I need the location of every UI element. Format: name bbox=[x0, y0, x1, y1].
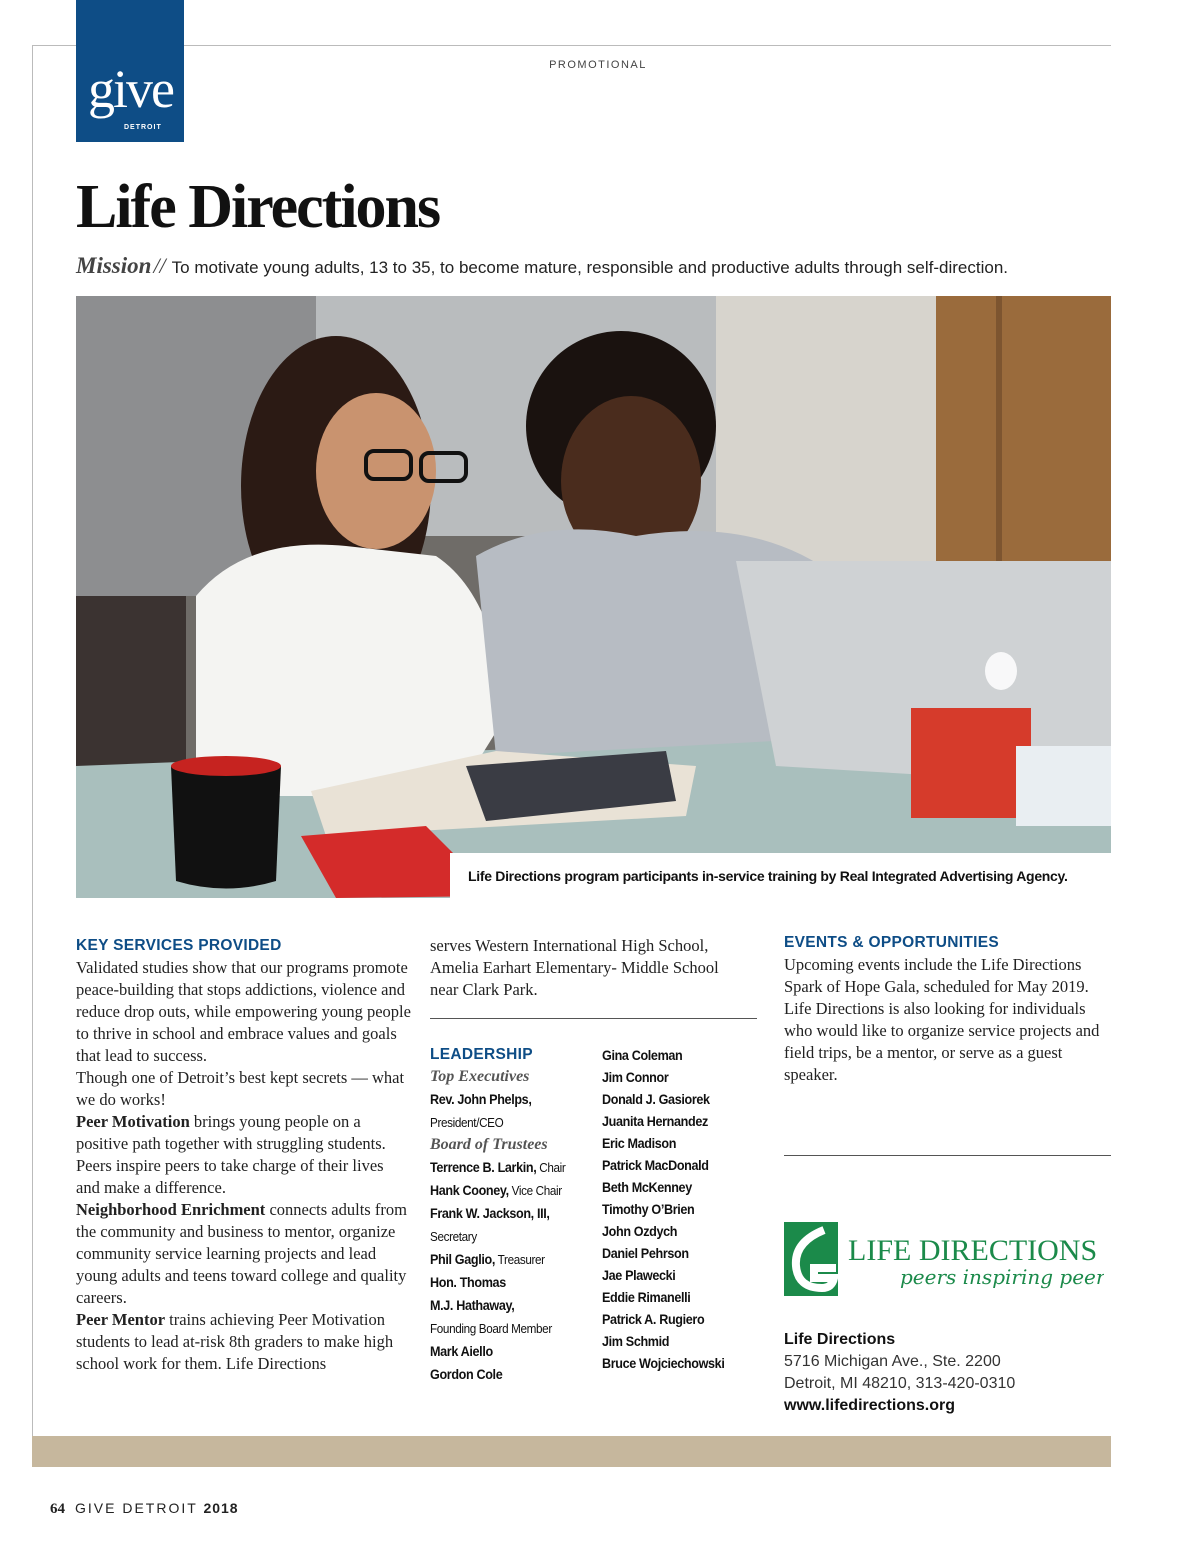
page-title: Life Directions bbox=[76, 173, 440, 241]
leadership-column bbox=[430, 1044, 600, 1386]
trustee-entry: Patrick MacDonald bbox=[602, 1157, 709, 1173]
executive-entry: Rev. John Phelps, bbox=[430, 1091, 532, 1107]
trustee-entry: Daniel Pehrson bbox=[602, 1245, 689, 1261]
trustee-entry: Jae Plawecki bbox=[602, 1267, 676, 1283]
key-services-continued bbox=[430, 935, 750, 1001]
contact-address2: Detroit, MI 48210, 313-420-0310 bbox=[784, 1375, 1016, 1392]
photo-caption: Life Directions program participants in-service training by Real Integrated Advertising Agency. bbox=[468, 868, 1068, 884]
contact-name: Life Directions bbox=[784, 1331, 896, 1348]
trustee-entry: John Ozdych bbox=[602, 1223, 678, 1239]
events-text: Upcoming events include the Life Directions Spark of Hope Gala, scheduled for May 2019. Life Directions is also looking for individuals who would like to organize service projects and field trips, be a mentor, or serve as a guest speaker. bbox=[784, 955, 1100, 1084]
trustee-entry: M.J. Hathaway, bbox=[430, 1297, 515, 1313]
contact-block bbox=[784, 1329, 1015, 1417]
trustee-entry: Terrence B. Larkin, Chair bbox=[430, 1159, 566, 1175]
trustee-entry: Patrick A. Rugiero bbox=[602, 1311, 705, 1327]
trustee-entry: Phil Gaglio, Treasurer bbox=[430, 1251, 545, 1267]
key-services-p3: Peer Motivation brings young people on a positive path together with struggling students. bbox=[76, 1112, 386, 1153]
footer-band bbox=[32, 1436, 1111, 1467]
trustee-entry: Gordon Cole bbox=[430, 1366, 503, 1382]
frame-top-rule bbox=[32, 45, 1111, 46]
trustee-entry: Hon. Thomas bbox=[430, 1274, 506, 1290]
give-logo-word: give bbox=[88, 59, 173, 119]
trustee-entry: Jim Schmid bbox=[602, 1333, 670, 1349]
trustee-entry: Gina Coleman bbox=[602, 1047, 683, 1063]
column-divider bbox=[430, 1018, 757, 1019]
trustee-entry: Eric Madison bbox=[602, 1135, 677, 1151]
trustee-entry: Secretary bbox=[430, 1229, 477, 1244]
leadership-heading: LEADERSHIP bbox=[430, 1046, 533, 1063]
contact-address1: 5716 Michigan Ave., Ste. 2200 bbox=[784, 1353, 1001, 1370]
trustee-entry: Bruce Wojciechowski bbox=[602, 1355, 725, 1371]
leadership-column-2 bbox=[602, 1044, 772, 1374]
page-footer bbox=[50, 1500, 239, 1518]
executive-entry: President/CEO bbox=[430, 1115, 504, 1130]
key-services-column bbox=[76, 935, 411, 1375]
photo-illustration bbox=[76, 296, 1111, 898]
logo-tagline: peers inspiring peers bbox=[900, 1265, 1104, 1289]
key-services-p2: Though one of Detroit’s best kept secrets — what we do works! bbox=[76, 1068, 405, 1109]
trustee-entry: Eddie Rimanelli bbox=[602, 1289, 691, 1305]
frame-left-rule bbox=[32, 45, 33, 1467]
mission-label: Mission bbox=[76, 253, 152, 278]
page-number: 64 bbox=[50, 1501, 65, 1517]
key-services-p1: Validated studies show that our programs promote peace-building that stops addictions, violence and reduce drop outs, while empowering young people to thrive in school and embrace values and goals that lead to success. bbox=[76, 958, 411, 1065]
trustee-entry: Juanita Hernandez bbox=[602, 1113, 708, 1129]
program-photo bbox=[76, 296, 1111, 898]
trustee-entry: Founding Board Member bbox=[430, 1321, 552, 1336]
key-services-p4: Peers inspire peers to take charge of their lives and make a difference. bbox=[76, 1156, 384, 1197]
trustee-entry: Jim Connor bbox=[602, 1069, 669, 1085]
trustee-entry: Timothy O’Brien bbox=[602, 1201, 695, 1217]
board-of-trustees-label: Board of Trustees bbox=[430, 1136, 548, 1153]
publication-name: GIVE DETROIT bbox=[75, 1500, 198, 1516]
trustee-entry: Donald J. Gasiorek bbox=[602, 1091, 710, 1107]
events-divider bbox=[784, 1155, 1111, 1156]
trustee-entry: Mark Aiello bbox=[430, 1343, 493, 1359]
life-directions-mark-icon bbox=[784, 1222, 1104, 1302]
trustee-entry: Frank W. Jackson, III, bbox=[430, 1205, 550, 1221]
logo-name: LIFE DIRECTIONS bbox=[848, 1234, 1098, 1267]
mission-statement bbox=[76, 253, 1008, 279]
give-logo-sub: DETROIT bbox=[124, 124, 162, 131]
life-directions-logo bbox=[784, 1222, 1104, 1302]
events-heading: EVENTS & OPPORTUNITIES bbox=[784, 934, 1000, 951]
contact-website-link[interactable]: www.lifedirections.org bbox=[784, 1397, 955, 1414]
trustee-entry: Beth McKenney bbox=[602, 1179, 692, 1195]
key-services-p6: Peer Mentor trains achieving Peer Motivation students to lead at-risk 8th graders to make high school work for them. Life Directions bbox=[76, 1310, 394, 1373]
promotional-tag: PROMOTIONAL bbox=[549, 59, 647, 71]
trustee-entry: Hank Cooney, Vice Chair bbox=[430, 1182, 562, 1198]
top-executives-label: Top Executives bbox=[430, 1068, 530, 1085]
key-services-heading: KEY SERVICES PROVIDED bbox=[76, 937, 282, 954]
events-column bbox=[784, 932, 1114, 1086]
publication-year: 2018 bbox=[203, 1500, 239, 1516]
key-services-p7: serves Western International High School, Amelia Earhart Elementary- Middle School near Clark Park. bbox=[430, 936, 719, 999]
mission-separator: // bbox=[153, 253, 166, 278]
mission-text: To motivate young adults, 13 to 35, to become mature, responsible and productive adults through self-direction. bbox=[171, 258, 1008, 277]
key-services-p5: Neighborhood Enrichment connects adults from the community and business to mentor, organize community service learning projects and lead young adults and teens toward college and quality careers. bbox=[76, 1200, 407, 1307]
